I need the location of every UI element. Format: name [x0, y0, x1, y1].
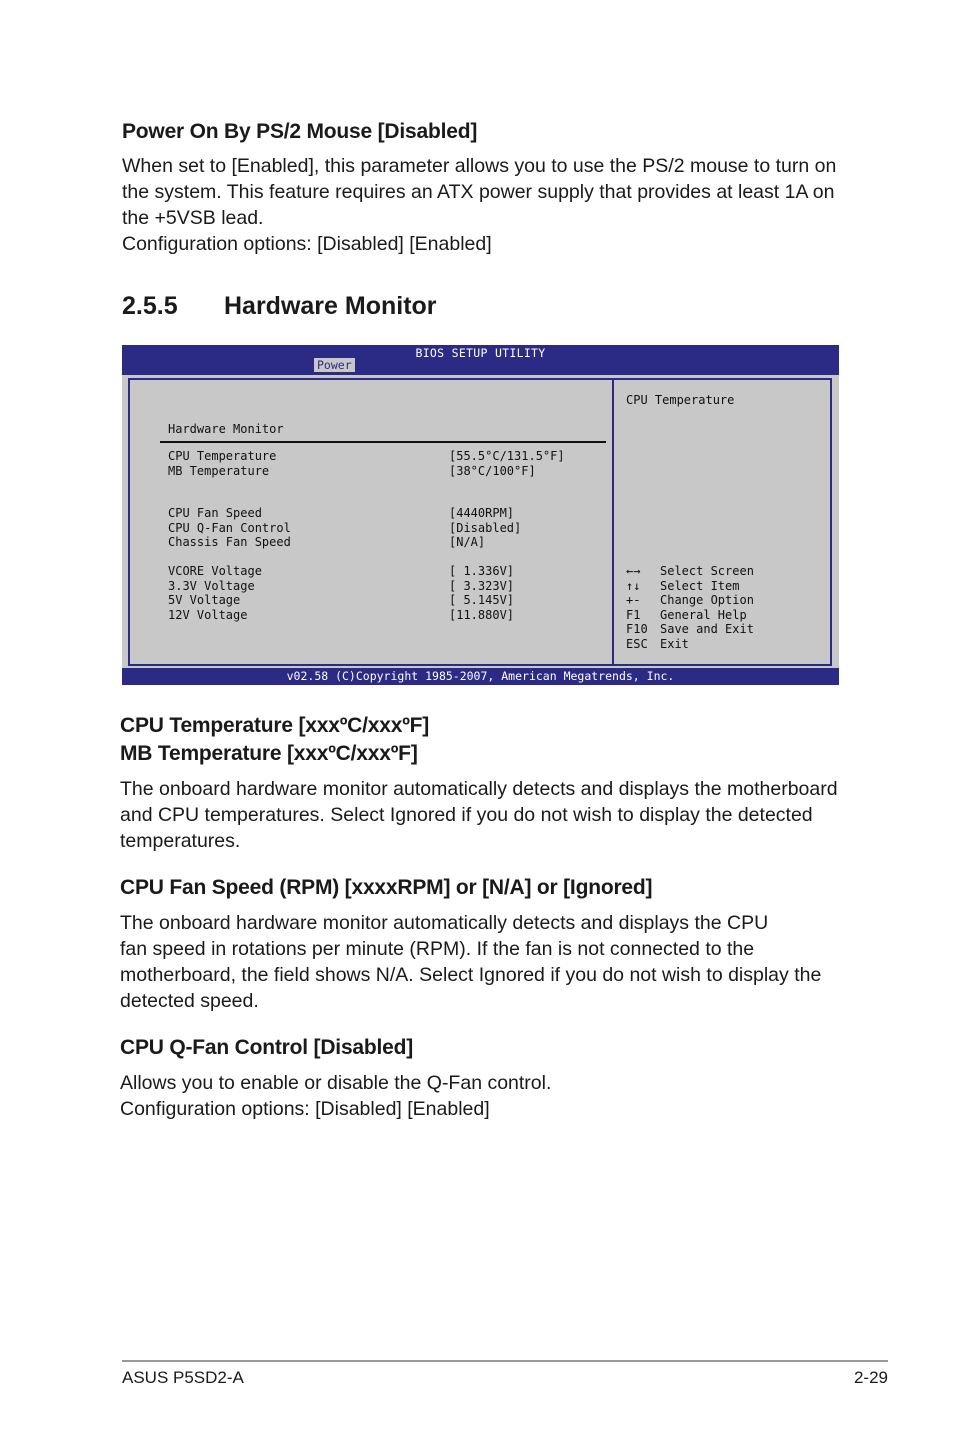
bios-key-legend [626, 564, 754, 651]
bios-row-label: VCORE Voltage [168, 564, 262, 578]
bios-row-cpu-fan-speed[interactable] [168, 506, 608, 521]
bios-key-action: Save and Exit [660, 622, 754, 636]
bios-row-vcore-voltage[interactable] [168, 564, 608, 579]
bios-key-action: Select Screen [660, 564, 754, 578]
bios-key-label: F1 [626, 607, 641, 622]
bios-row-label: CPU Temperature [168, 449, 277, 463]
bios-key-action: Change Option [660, 593, 754, 607]
bios-row-label: MB Temperature [168, 463, 270, 478]
bios-key-action: General Help [660, 607, 747, 622]
bios-key-label: +- [626, 593, 641, 607]
bios-key-label: ESC [626, 636, 648, 651]
footer-product-name: ASUS P5SD2-A [122, 1368, 244, 1387]
bios-row-value: [38°C/100°F] [449, 463, 536, 478]
paragraph-line: Configuration options: [Disabled] [Enabled] [122, 233, 492, 255]
bios-screen [122, 345, 839, 685]
paragraph-line: fan speed in rotations per minute (RPM). If the fan is not connected to the [120, 938, 755, 960]
bios-row-label: 3.3V Voltage [168, 578, 255, 593]
bios-row-value: [4440RPM] [449, 506, 515, 520]
bios-row-chassis-fan-speed[interactable] [168, 535, 608, 550]
bios-row-cpu-temperature[interactable] [168, 449, 608, 464]
power-on-ps2-description [122, 153, 842, 257]
bios-copyright-bar: v02.58 (C)Copyright 1985-2007, American Megatrends, Inc. [122, 668, 839, 685]
bios-key-select-item [626, 579, 754, 594]
bios-row-value: [ 5.145V] [449, 593, 515, 607]
fan-speed-description [120, 910, 840, 1014]
bios-row-12v-voltage[interactable] [168, 608, 608, 623]
paragraph-line: The onboard hardware monitor automatically detects and displays the CPU [120, 912, 769, 934]
bios-row-value: [N/A] [449, 535, 486, 549]
paragraph-line: the +5VSB lead. [122, 207, 264, 229]
bios-panel-divider [160, 441, 606, 443]
bios-row-3v3-voltage[interactable] [168, 579, 608, 594]
section-title-text: Hardware Monitor [224, 292, 437, 320]
bios-row-mb-temperature[interactable] [168, 464, 608, 479]
bios-row-5v-voltage[interactable] [168, 593, 608, 608]
bios-key-change-option [626, 593, 754, 608]
bios-help-divider [612, 380, 614, 664]
bios-row-label: CPU Fan Speed [168, 506, 262, 520]
footer-divider [122, 1360, 888, 1362]
section-number: 2.5.5 [122, 292, 178, 320]
bios-row-value: [55.5°C/131.5°F] [449, 449, 565, 463]
paragraph-line: temperatures. [120, 830, 241, 852]
section-title-hardware-monitor [122, 292, 437, 321]
bios-key-select-screen [626, 564, 754, 579]
bios-key-general-help [626, 608, 754, 623]
paragraph-line: The onboard hardware monitor automatically detects and displays the motherboard [120, 778, 838, 800]
bios-row-label: CPU Q-Fan Control [168, 520, 291, 535]
paragraph-line: motherboard, the field shows N/A. Select Ignored if you do not wish to display the [120, 964, 822, 986]
section-heading-mb-temperature: MB Temperature [xxxºC/xxxºF] [120, 742, 418, 765]
bios-tab-power[interactable]: Power [314, 358, 355, 372]
section-heading-cpu-temperature: CPU Temperature [xxxºC/xxxºF] [120, 714, 430, 737]
section-heading-power-on-ps2: Power On By PS/2 Mouse [Disabled] [122, 120, 478, 143]
bios-panel-title: Hardware Monitor [168, 422, 284, 436]
bios-row-value: [Disabled] [449, 520, 522, 535]
bios-row-label: 5V Voltage [168, 593, 241, 607]
paragraph-line: Configuration options: [Disabled] [Enabled] [120, 1098, 490, 1120]
bios-row-value: [ 3.323V] [449, 578, 515, 593]
bios-key-save-exit [626, 622, 754, 637]
bios-key-exit [626, 637, 754, 652]
bios-key-label: F10 [626, 622, 648, 636]
paragraph-line: detected speed. [120, 990, 259, 1012]
bios-title: BIOS SETUP UTILITY [415, 346, 546, 360]
section-heading-cpu-fan-speed: CPU Fan Speed (RPM) [xxxxRPM] or [N/A] or [Ignored] [120, 876, 653, 899]
arrow-up-down-icon: ↑↓ [626, 578, 641, 593]
temperature-description [120, 776, 840, 854]
paragraph-line: and CPU temperatures. Select Ignored if you do not wish to display the detected [120, 804, 813, 826]
bios-title-bar [122, 345, 839, 375]
arrow-left-right-icon: ←→ [626, 564, 641, 578]
section-heading-cpu-qfan-control: CPU Q-Fan Control [Disabled] [120, 1036, 414, 1059]
paragraph-line: Allows you to enable or disable the Q-Fan control. [120, 1072, 552, 1094]
bios-row-label: 12V Voltage [168, 607, 248, 622]
bios-help-title: CPU Temperature [626, 393, 735, 407]
bios-row-value: [11.880V] [449, 607, 515, 622]
paragraph-line: the system. This feature requires an ATX power supply that provides at least 1A on [122, 181, 835, 203]
footer-page-number: 2-29 [853, 1368, 888, 1387]
qfan-description [120, 1070, 840, 1122]
bios-row-label: Chassis Fan Speed [168, 535, 291, 549]
paragraph-line: When set to [Enabled], this parameter allows you to use the PS/2 mouse to turn on [122, 155, 837, 177]
bios-row-cpu-qfan-control[interactable] [168, 521, 608, 536]
bios-key-action: Select Item [660, 578, 740, 593]
bios-row-value: [ 1.336V] [449, 564, 515, 578]
bios-key-action: Exit [660, 636, 689, 651]
